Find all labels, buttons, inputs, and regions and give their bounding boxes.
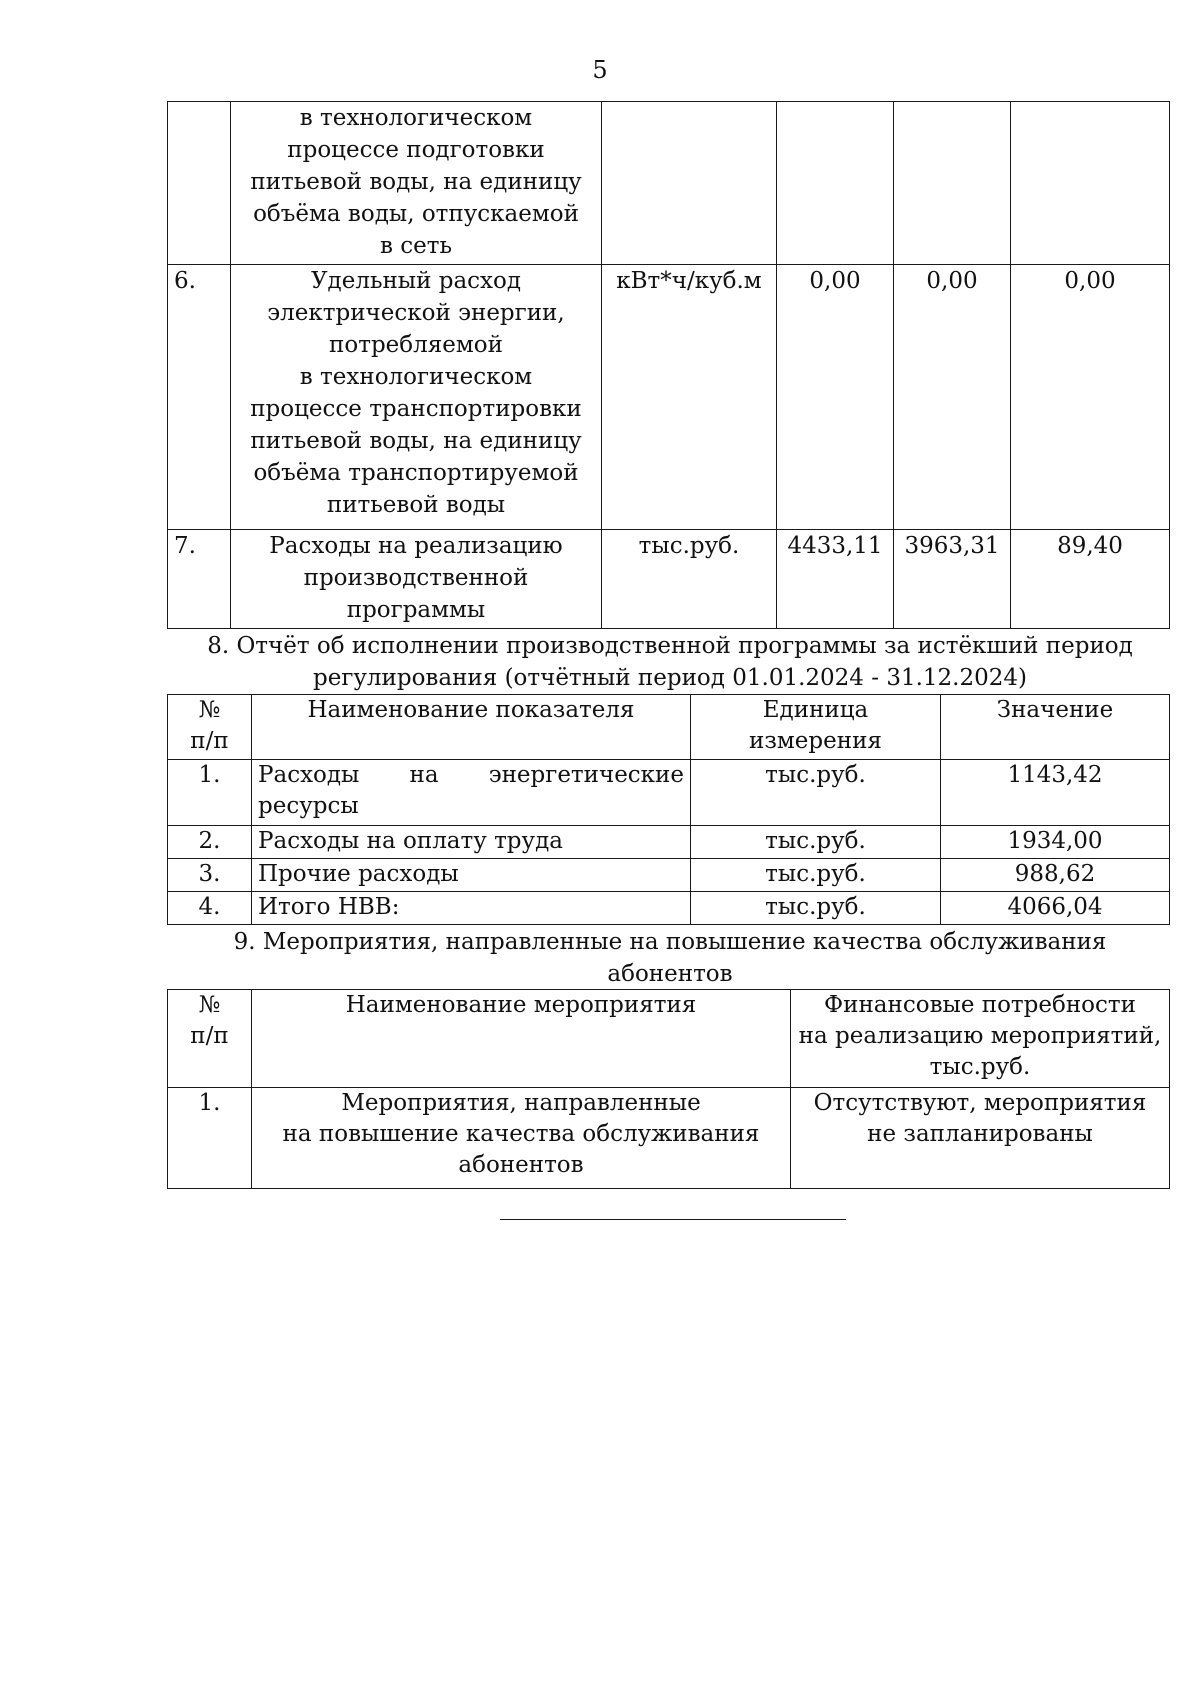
table-row bbox=[168, 265, 1170, 530]
row-value: 1143,42 bbox=[941, 760, 1170, 826]
indicator-unit: тыс.руб. bbox=[602, 530, 777, 629]
row-number: 6. bbox=[168, 265, 231, 530]
row-value: 4066,04 bbox=[941, 892, 1170, 925]
row-number: 7. bbox=[168, 530, 231, 629]
indicator-name: Расходы на реализацию производственной программы bbox=[231, 530, 602, 629]
row-name: Расходы на оплату труда bbox=[252, 826, 691, 859]
page-number: 5 bbox=[592, 56, 608, 84]
table-header-row bbox=[168, 990, 1170, 1088]
indicator-unit: кВт*ч/куб.м bbox=[602, 265, 777, 530]
row-number: 1. bbox=[168, 1088, 252, 1189]
row-number: 3. bbox=[168, 859, 252, 892]
row-unit: тыс.руб. bbox=[691, 859, 941, 892]
report-table bbox=[167, 694, 1170, 925]
row-number: 1. bbox=[168, 760, 252, 826]
table-header-row bbox=[168, 695, 1170, 760]
measures-table bbox=[167, 989, 1170, 1189]
row-value: 988,62 bbox=[941, 859, 1170, 892]
indicators-table bbox=[167, 101, 1170, 629]
header-num: № п/п bbox=[168, 990, 252, 1088]
row-unit: тыс.руб. bbox=[691, 892, 941, 925]
header-name: Наименование показателя bbox=[252, 695, 691, 760]
table-row bbox=[168, 826, 1170, 859]
row-unit: тыс.руб. bbox=[691, 826, 941, 859]
table-row bbox=[168, 859, 1170, 892]
value-3: 89,40 bbox=[1011, 530, 1170, 629]
indicator-name: в технологическом процессе подготовки питьевой воды, на единицу объёма воды, отпускаемой в сеть bbox=[231, 102, 602, 265]
end-divider-line bbox=[500, 1219, 846, 1220]
table-row bbox=[168, 102, 1170, 265]
header-finance: Финансовые потребности на реализацию мероприятий, тыс.руб. bbox=[791, 990, 1170, 1088]
header-name: Наименование мероприятия bbox=[252, 990, 791, 1088]
row-number: 4. bbox=[168, 892, 252, 925]
value-3 bbox=[1011, 102, 1170, 265]
row-name: Мероприятия, направленные на повышение качества обслуживания абонентов bbox=[252, 1088, 791, 1189]
section-9-title: 9. Мероприятия, направленные на повышение качества обслуживания абонентов bbox=[233, 929, 1107, 987]
header-value: Значение bbox=[941, 695, 1170, 760]
table-row bbox=[168, 530, 1170, 629]
value-1: 4433,11 bbox=[777, 530, 894, 629]
value-2: 3963,31 bbox=[894, 530, 1011, 629]
table-row bbox=[168, 892, 1170, 925]
value-1: 0,00 bbox=[777, 265, 894, 530]
indicator-name: Удельный расход электрической энергии, потребляемой в технологическом процессе транспортировки питьевой воды, на единицу объёма транспортируемой питьевой воды bbox=[231, 265, 602, 530]
header-num: № п/п bbox=[168, 695, 252, 760]
value-2 bbox=[894, 102, 1011, 265]
row-name: Итого НВВ: bbox=[252, 892, 691, 925]
row-value: 1934,00 bbox=[941, 826, 1170, 859]
value-3: 0,00 bbox=[1011, 265, 1170, 530]
row-name: Прочие расходы bbox=[252, 859, 691, 892]
row-number: 2. bbox=[168, 826, 252, 859]
table-row bbox=[168, 1088, 1170, 1189]
indicator-unit bbox=[602, 102, 777, 265]
section-8-title: 8. Отчёт об исполнении производственной программы за истёкший период регулирования (отчётный период 01.01.2024 - 31.12.2024) bbox=[207, 633, 1133, 691]
table-row bbox=[168, 760, 1170, 826]
value-2: 0,00 bbox=[894, 265, 1011, 530]
row-number bbox=[168, 102, 231, 265]
row-name: Расходы на энергетические ресурсы bbox=[252, 760, 691, 826]
header-unit: Единица измерения bbox=[691, 695, 941, 760]
value-1 bbox=[777, 102, 894, 265]
row-unit: тыс.руб. bbox=[691, 760, 941, 826]
row-finance: Отсутствуют, мероприятия не запланированы bbox=[791, 1088, 1170, 1189]
